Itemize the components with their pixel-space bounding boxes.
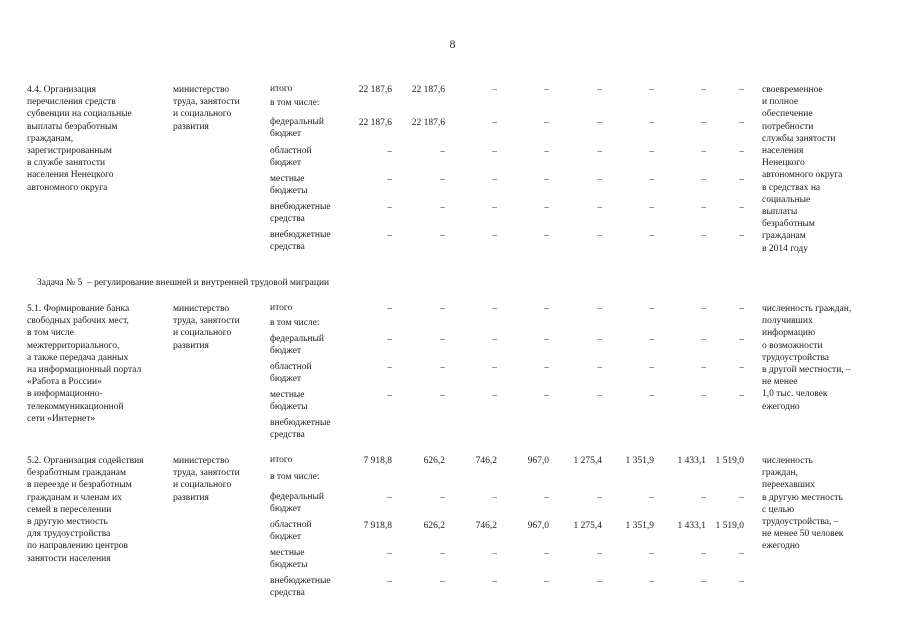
funding-value: –	[739, 493, 744, 503]
funding-value: –	[544, 335, 549, 345]
funding-source-label: местные бюджеты	[270, 174, 308, 196]
funding-value: –	[544, 304, 549, 314]
funding-value: 22 187,6	[411, 85, 445, 95]
funding-value: –	[597, 493, 602, 503]
funding-value: –	[544, 175, 549, 185]
funding-value: –	[492, 147, 497, 157]
funding-value: 1 519,0	[715, 521, 744, 531]
funding-value: –	[387, 231, 392, 241]
funding-source-label: федеральный бюджет	[270, 334, 324, 356]
funding-value: –	[544, 118, 549, 128]
funding-source-label: местные бюджеты	[270, 548, 308, 570]
funding-source-label: областной бюджет	[270, 520, 312, 542]
funding-source-label: в том числе:	[270, 98, 320, 108]
funding-value: 22 187,6	[411, 118, 445, 128]
funding-value: –	[597, 363, 602, 373]
funding-value: 626,2	[423, 456, 445, 466]
funding-value: –	[440, 363, 445, 373]
funding-value: –	[440, 203, 445, 213]
funding-value: –	[387, 363, 392, 373]
funding-value: –	[597, 391, 602, 401]
funding-value: 22 187,6	[358, 85, 392, 95]
funding-value: –	[440, 335, 445, 345]
funding-value: –	[649, 175, 654, 185]
funding-source-label: итого	[270, 455, 293, 465]
funding-value: –	[739, 304, 744, 314]
funding-value: –	[544, 85, 549, 95]
funding-source-label: внебюджетные средства	[270, 230, 331, 252]
expected-result: численность граждан, переехавших в другую местность с целью трудоустройства, – не менее 50 человек ежегодно	[762, 456, 844, 552]
funding-value: –	[597, 549, 602, 559]
funding-value: –	[492, 549, 497, 559]
funding-value: –	[739, 118, 744, 128]
funding-value: –	[701, 203, 706, 213]
funding-value: –	[739, 335, 744, 345]
funding-value: –	[492, 231, 497, 241]
funding-value: –	[597, 85, 602, 95]
funding-value: –	[492, 493, 497, 503]
funding-value: –	[440, 493, 445, 503]
funding-value: –	[649, 493, 654, 503]
funding-value: –	[739, 203, 744, 213]
funding-value: –	[701, 363, 706, 373]
funding-value: –	[544, 549, 549, 559]
funding-value: –	[597, 203, 602, 213]
executor: министерство труда, занятости и социального развития	[173, 85, 240, 132]
funding-value: –	[701, 493, 706, 503]
task-title: Задача № 5 – регулирование внешней и внутренней трудовой миграции	[37, 278, 330, 288]
funding-value: –	[701, 391, 706, 401]
expected-result: численность граждан, получивших информацию о возможности трудоустройства в другой местности, – не менее 1,0 тыс. человек ежегодно	[762, 304, 852, 412]
executor: министерство труда, занятости и социального развития	[173, 456, 240, 503]
funding-value: –	[649, 203, 654, 213]
funding-value: –	[701, 175, 706, 185]
funding-value: 1 275,4	[573, 456, 602, 466]
funding-source-label: федеральный бюджет	[270, 117, 324, 139]
funding-value: 1 351,9	[625, 456, 654, 466]
funding-value: –	[739, 231, 744, 241]
funding-value: –	[739, 391, 744, 401]
funding-value: –	[739, 363, 744, 373]
funding-value: 22 187,6	[358, 118, 392, 128]
funding-source-label: областной бюджет	[270, 362, 312, 384]
funding-source-label: местные бюджеты	[270, 390, 308, 412]
funding-value: –	[649, 85, 654, 95]
activity-name: 5.2. Организация содействия безработным гражданам в переезде и безработным гражданам и членам их семей в переселении в другую местность для трудоустройства по направлению центров занятости населения	[27, 456, 144, 564]
funding-value: –	[739, 85, 744, 95]
funding-value: –	[649, 304, 654, 314]
funding-source-label: в том числе:	[270, 318, 320, 328]
funding-value: 7 918,8	[363, 456, 392, 466]
funding-value: –	[701, 118, 706, 128]
funding-value: –	[492, 391, 497, 401]
funding-value: –	[649, 549, 654, 559]
funding-value: –	[597, 335, 602, 345]
funding-value: –	[440, 577, 445, 587]
funding-value: –	[387, 175, 392, 185]
funding-value: –	[649, 231, 654, 241]
funding-value: –	[440, 175, 445, 185]
funding-value: 1 351,9	[625, 521, 654, 531]
funding-value: –	[649, 335, 654, 345]
funding-value: –	[739, 175, 744, 185]
funding-value: 1 519,0	[715, 456, 744, 466]
funding-value: –	[544, 363, 549, 373]
funding-value: 7 918,8	[363, 521, 392, 531]
funding-value: –	[440, 231, 445, 241]
funding-value: –	[387, 304, 392, 314]
funding-value: –	[440, 391, 445, 401]
funding-value: –	[701, 577, 706, 587]
funding-value: –	[544, 391, 549, 401]
funding-value: –	[701, 335, 706, 345]
funding-value: –	[492, 118, 497, 128]
funding-value: –	[440, 304, 445, 314]
executor: министерство труда, занятости и социального развития	[173, 304, 240, 351]
funding-value: 746,2	[475, 521, 497, 531]
funding-value: –	[492, 335, 497, 345]
funding-value: –	[597, 175, 602, 185]
funding-value: –	[649, 577, 654, 587]
funding-source-label: внебюджетные средства	[270, 576, 331, 598]
funding-value: –	[387, 391, 392, 401]
funding-source-label: итого	[270, 84, 293, 94]
funding-value: 1 433,1	[677, 521, 706, 531]
funding-value: 746,2	[475, 456, 497, 466]
funding-value: –	[701, 147, 706, 157]
funding-value: 967,0	[527, 456, 549, 466]
expected-result: своевременное и полное обеспечение потребности службы занятости населения Ненецкого автономного округа в средствах на социальные выплаты безработным гражданам в 2014 году	[762, 85, 843, 254]
activity-name: 4.4. Организация перечисления средств субвенции на социальные выплаты безработным гражданам, зарегистрированным в службе занятости населения Ненецкого автономного округа	[27, 85, 132, 193]
funding-value: –	[701, 85, 706, 95]
funding-value: –	[597, 577, 602, 587]
funding-value: –	[701, 549, 706, 559]
funding-source-label: внебюджетные средства	[270, 418, 331, 440]
funding-value: –	[739, 577, 744, 587]
funding-value: –	[440, 147, 445, 157]
funding-value: –	[739, 549, 744, 559]
funding-value: –	[649, 147, 654, 157]
activity-name: 5.1. Формирование банка свободных рабочих мест, в том числе межтерриториального, а также передача данных на информационный портал «Работа в России» в информационно- телекоммуникационной сети «Интернет»	[27, 304, 142, 424]
funding-source-label: в том числе:	[270, 472, 320, 482]
funding-value: –	[387, 335, 392, 345]
funding-value: –	[387, 549, 392, 559]
funding-value: –	[544, 203, 549, 213]
funding-value: –	[649, 363, 654, 373]
funding-value: –	[597, 231, 602, 241]
funding-value: –	[440, 549, 445, 559]
funding-source-label: областной бюджет	[270, 146, 312, 168]
funding-source-label: федеральный бюджет	[270, 492, 324, 514]
funding-value: –	[387, 577, 392, 587]
funding-value: –	[597, 118, 602, 128]
funding-value: –	[597, 304, 602, 314]
funding-value: –	[544, 493, 549, 503]
funding-value: –	[492, 85, 497, 95]
funding-value: –	[597, 147, 602, 157]
funding-value: –	[387, 203, 392, 213]
page-number: 8	[449, 37, 456, 51]
funding-value: –	[544, 231, 549, 241]
funding-value: –	[701, 304, 706, 314]
funding-source-label: внебюджетные средства	[270, 202, 331, 224]
funding-value: –	[739, 147, 744, 157]
funding-value: –	[492, 175, 497, 185]
funding-value: –	[649, 391, 654, 401]
funding-value: 626,2	[423, 521, 445, 531]
funding-value: –	[492, 577, 497, 587]
funding-value: –	[387, 493, 392, 503]
funding-value: –	[492, 363, 497, 373]
funding-value: 1 433,1	[677, 456, 706, 466]
funding-value: –	[649, 118, 654, 128]
funding-value: –	[701, 231, 706, 241]
funding-value: 1 275,4	[573, 521, 602, 531]
funding-value: –	[492, 203, 497, 213]
funding-source-label: итого	[270, 303, 293, 313]
funding-value: 967,0	[527, 521, 549, 531]
funding-value: –	[492, 304, 497, 314]
funding-value: –	[544, 147, 549, 157]
funding-value: –	[387, 147, 392, 157]
funding-value: –	[544, 577, 549, 587]
